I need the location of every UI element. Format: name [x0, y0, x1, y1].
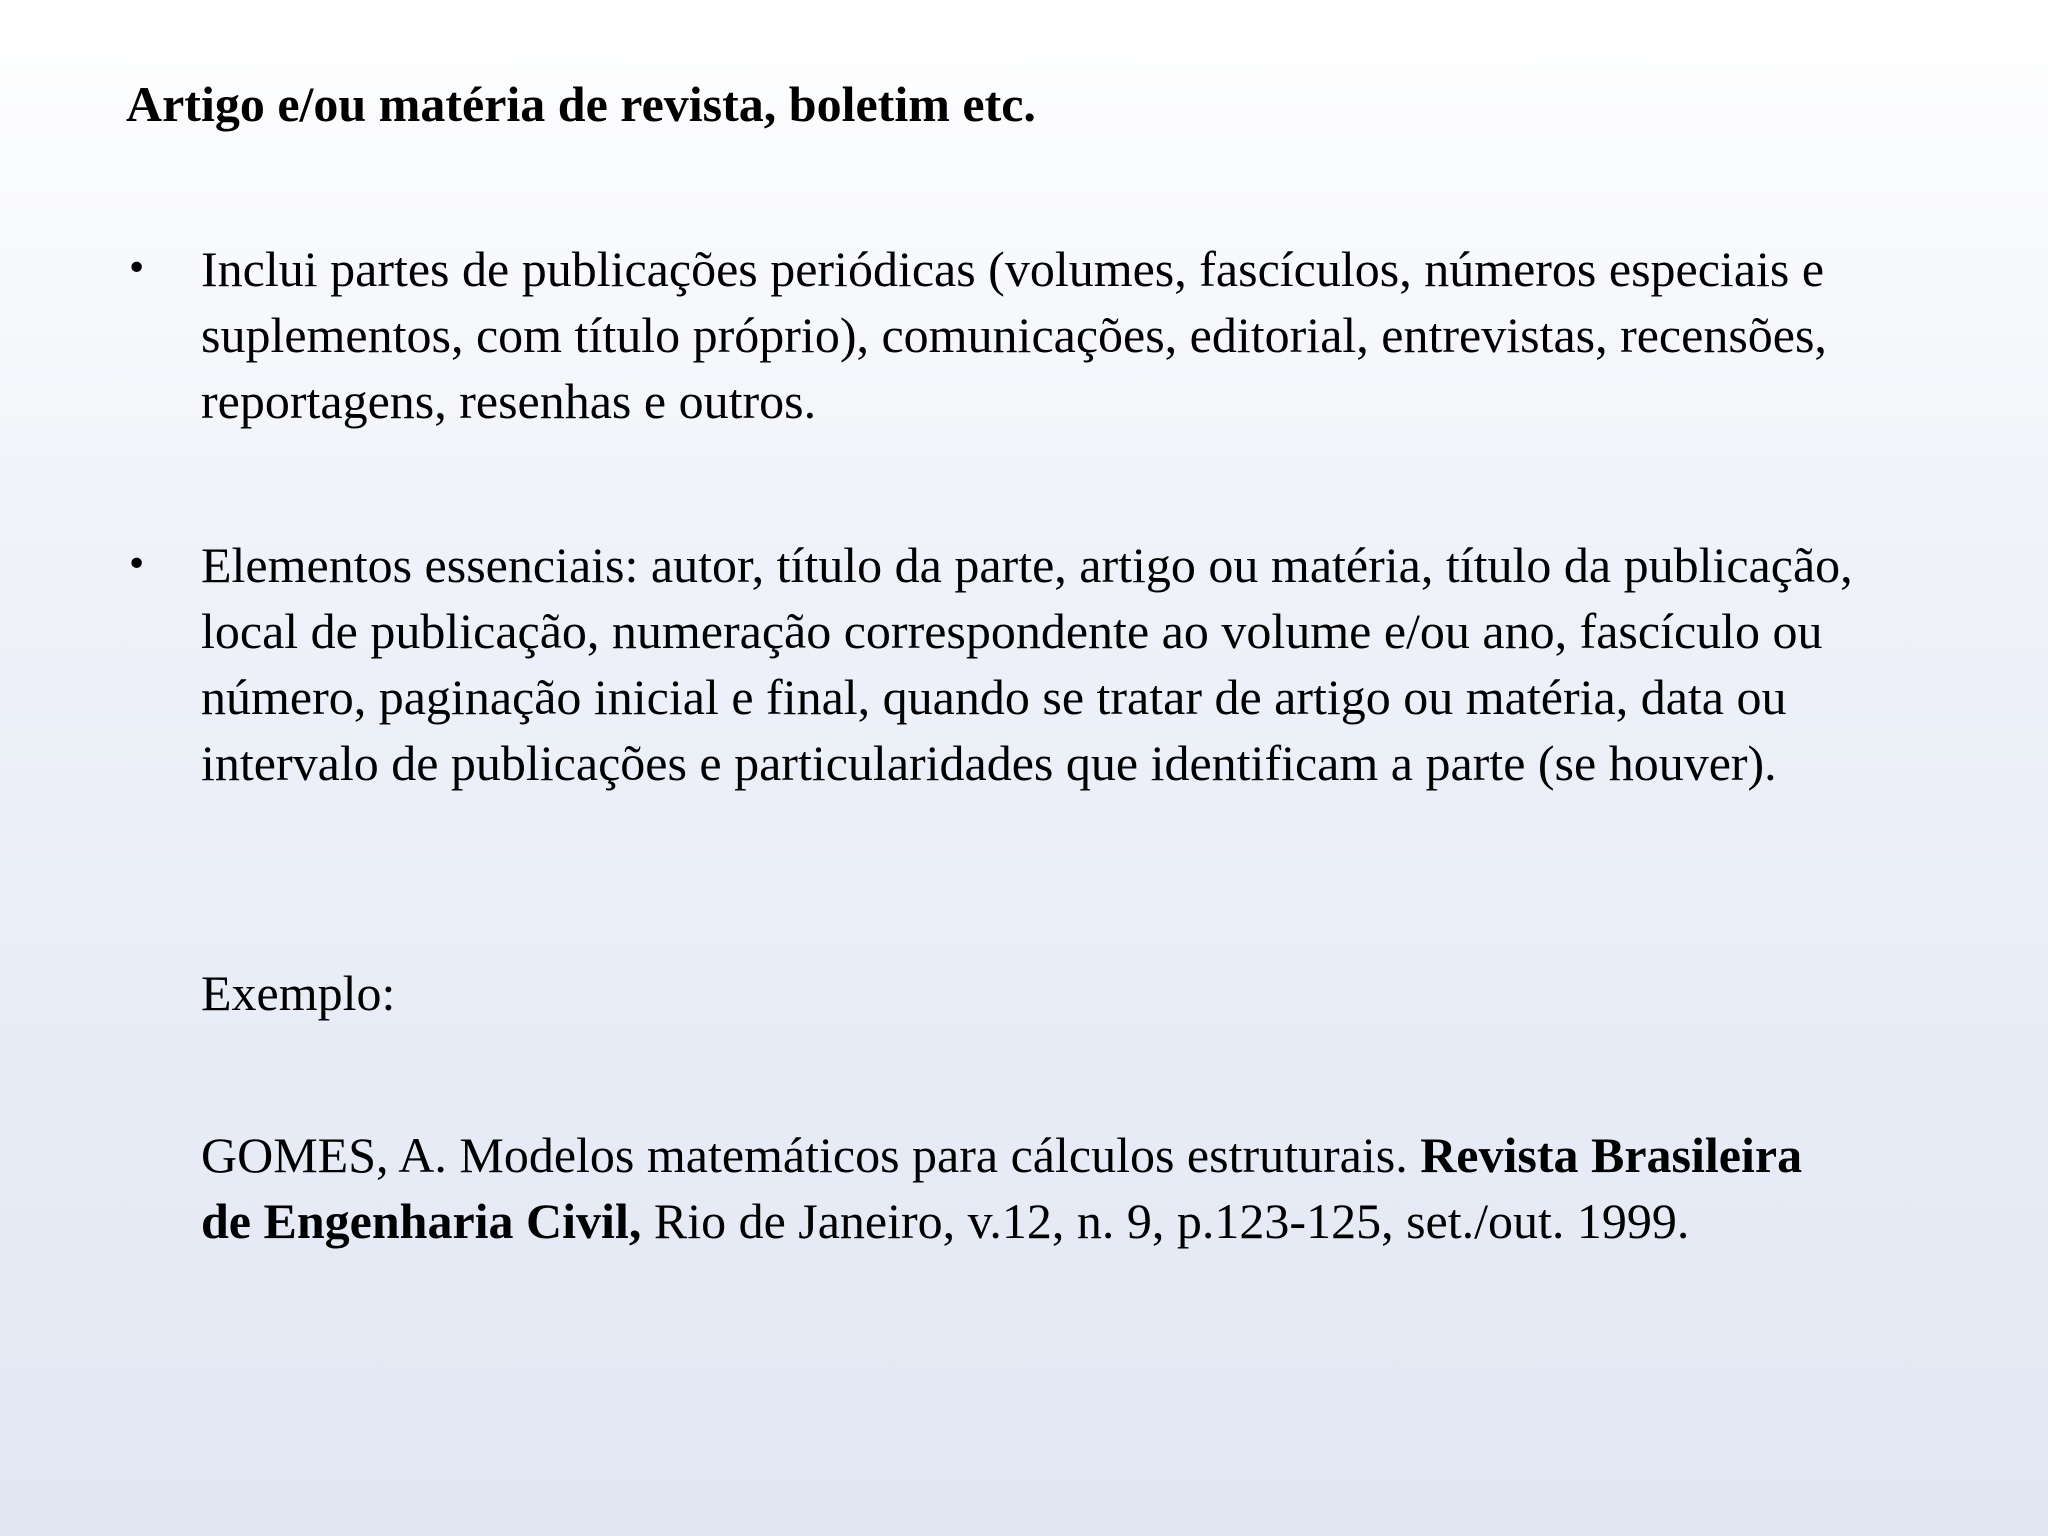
bullet-icon: • — [126, 248, 148, 289]
reference-authors-title: GOMES, A. Modelos matemáticos para cálculos estruturais. — [201, 1127, 1421, 1183]
example-label: Exemplo: — [201, 965, 396, 1021]
reference-citation — [201, 1122, 1841, 1254]
reference-details: Rio de Janeiro, v.12, n. 9, p.123-125, set./out. 1999. — [641, 1193, 1690, 1249]
slide-title: Artigo e/ou matéria de revista, boletim etc. — [126, 76, 1036, 132]
bullet-text: Inclui partes de publicações periódicas (volumes, fascículos, números especiais e suplementos, com título próprio), comunicações, editorial, entrevistas, recensões, reportagens, resenhas e outros. — [201, 241, 1827, 429]
reference-journal-title: Revista Brasileira de Engenharia Civil, — [201, 1127, 1803, 1249]
bullet-item — [126, 532, 1926, 796]
bullet-item — [126, 236, 1926, 434]
bullet-list — [126, 236, 1926, 796]
bullet-text: Elementos essenciais: autor, título da parte, artigo ou matéria, título da publicação, local de publicação, numeração correspondente ao volume e/ou ano, fascículo ou número, paginação inicial e final, quando se tratar de artigo ou matéria, data ou intervalo de publicações e particularidades que identificam a parte (se houver). — [201, 537, 1853, 791]
bullet-icon: • — [126, 544, 148, 585]
